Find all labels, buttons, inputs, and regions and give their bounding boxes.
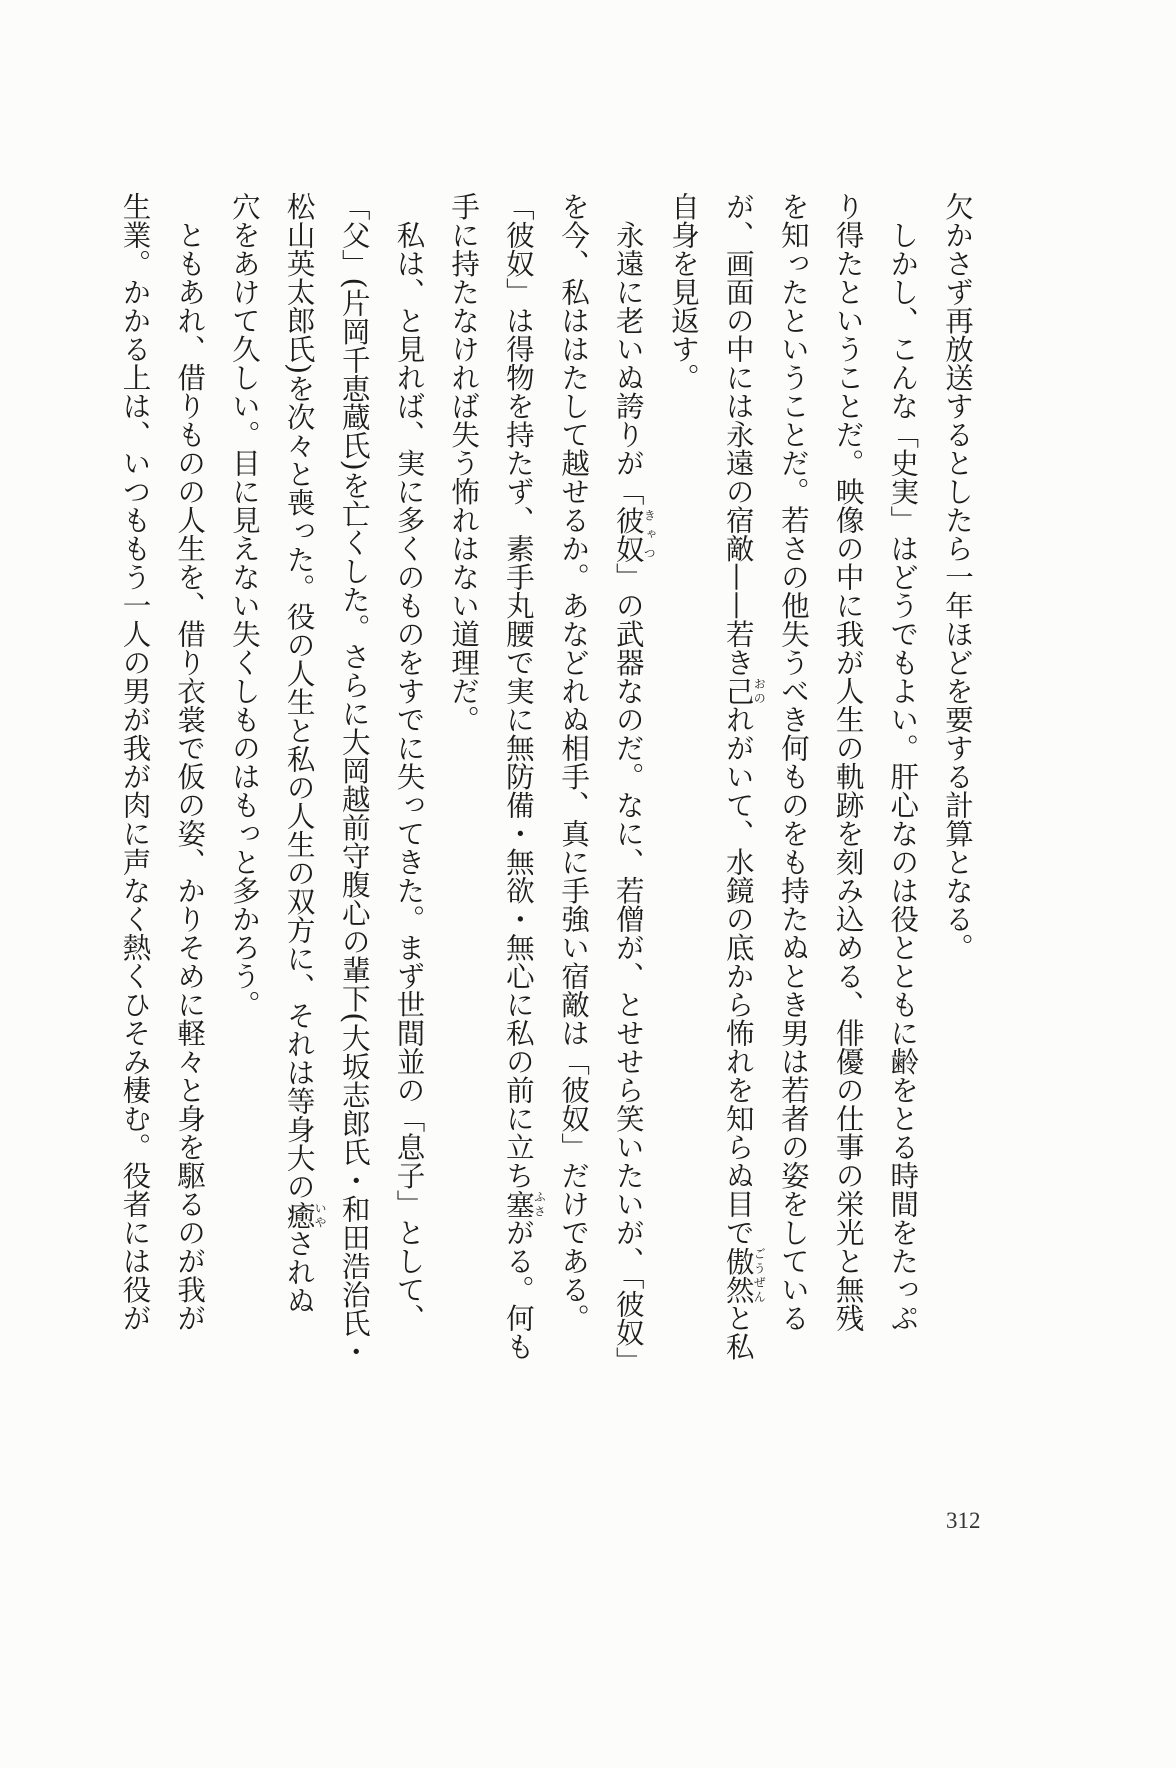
text-line: 自身を見返す。	[666, 192, 700, 392]
text-line: り得たということだ。映像の中に我が人生の軌跡を刻み込める、俳優の仕事の栄光と無残	[831, 192, 865, 1332]
ruby-base: 癒	[282, 1200, 316, 1230]
ruby-reading: きゃつ	[642, 505, 657, 563]
text-line: 生業。かかる上は、いつももう一人の男が我が肉に声なく熱くひそみ棲む。役者には役が	[118, 192, 152, 1332]
text-line	[490, 192, 545, 1397]
text-segment: されぬ	[282, 1229, 316, 1315]
page-number: 312	[946, 1508, 981, 1533]
ruby-word	[611, 505, 657, 563]
ruby-reading: おの	[752, 676, 767, 705]
ruby-word	[282, 1200, 328, 1230]
ruby-word	[501, 1189, 547, 1219]
ruby-word	[721, 676, 767, 706]
text-line: しかし、こんな「史実」はどうでもよい。肝心なのは役とともに齢をとる時間をたっぷ	[886, 192, 920, 1332]
text-line: 穴をあけて久しい。目に見えない失くしものはもっと多かろう。	[227, 192, 261, 1019]
ruby-reading: ふさ	[532, 1189, 547, 1218]
text-line: を知ったということだ。若さの他失うべき何ものをも持たぬとき男は若者の姿をしている	[776, 192, 810, 1332]
ruby-base: 己	[721, 676, 755, 705]
text-segment: 松山英太郎氏)を次々と喪った。役の人生と私の人生の双方に、それは等身大の	[282, 192, 316, 1201]
text-segment: れがいて、水鏡の底から怖れを知らぬ目で	[721, 705, 755, 1247]
body-text	[118, 192, 984, 1397]
text-segment: 永遠に老いぬ誇りが「	[611, 192, 645, 506]
ruby-base: 塞	[501, 1189, 535, 1218]
text-line: を今、私ははたして越せるか。あなどれぬ相手、真に手強い宿敵は「彼奴」だけである。	[557, 192, 591, 1332]
text-line: 「父」(片岡千恵蔵氏)を亡くした。さらに大岡越前守腹心の輩下(大坂志郎氏・和田浩治氏・	[337, 192, 371, 1366]
text-segment: と私	[721, 1303, 755, 1361]
text-line	[600, 192, 655, 1397]
text-segment: が、画面の中には永遠の宿敵——若き	[721, 192, 755, 677]
ruby-base: 傲然	[721, 1246, 755, 1304]
text-line	[271, 192, 326, 1397]
text-segment: がる。何も	[501, 1218, 535, 1361]
text-line: ともあれ、借りものの人生を、借り衣裳で仮の姿、かりそめに軽々と身を駆るのが我が	[173, 192, 207, 1332]
text-segment: 「彼奴」は得物を持たず、素手丸腰で実に無防備・無欲・無心に私の前に立ち	[501, 192, 535, 1190]
ruby-base: 彼奴	[611, 505, 645, 563]
text-line: 私は、と見れば、実に多くのものをすでに失ってきた。まず世間並の「息子」として、	[392, 192, 426, 1332]
ruby-word	[721, 1246, 767, 1304]
text-line: 手に持たなければ失う怖れはない道理だ。	[447, 192, 481, 734]
text-line: 欠かさず再放送するとしたら一年ほどを要する計算となる。	[941, 192, 974, 962]
ruby-reading: ごうぜん	[752, 1246, 767, 1304]
text-segment: 」の武器なのだ。なに、若僧が、とせせら笑いたいが、「彼奴」	[611, 562, 645, 1375]
ruby-reading: いや	[313, 1200, 328, 1230]
text-line	[710, 192, 765, 1397]
